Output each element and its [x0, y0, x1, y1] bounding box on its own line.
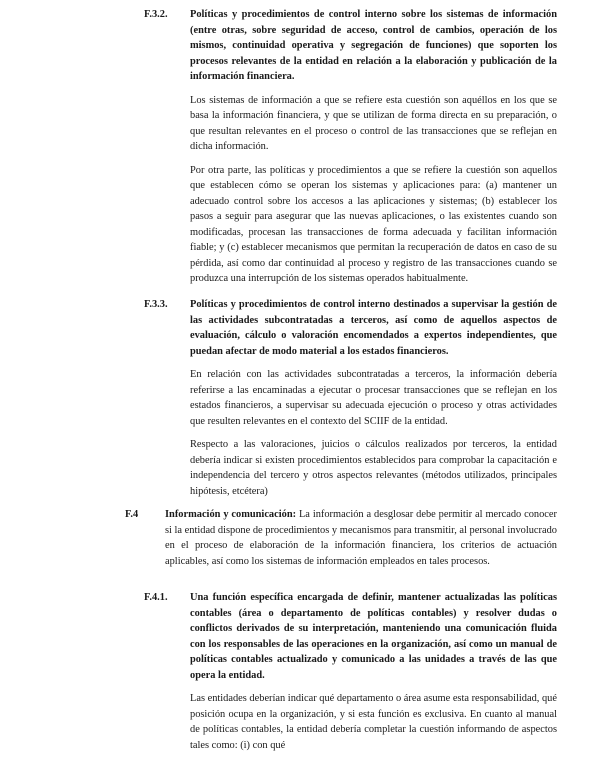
paragraph: Las entidades deberían indicar qué departamento o área asume esta responsabilidad, qué posición ocupa en la organización, y si esta función es exclusiva. En cuanto al manual de políticas contables, la entidad debería completar la cuestión informando de aspectos tales como: (i) con qué: [190, 693, 557, 751]
section-number: F.4.1.: [144, 592, 168, 603]
paragraph: Respecto a las valoraciones, juicios o cálculos realizados por terceros, la entidad debería indicar si existen procedimientos establecidos para comprobar la capacitación e independencia del tercero y otros aspectos relevantes (métodos utilizados, principales hipótesis, etcétera): [190, 439, 557, 497]
section-number: F.3.3.: [144, 299, 168, 310]
section-heading: Una función específica encargada de definir, mantener actualizadas las políticas contables (área o departamento de políticas contables) y resolver dudas o conflictos derivados de su interpretación, manteniendo una comunicación fluida con los responsables de las operaciones en la organización, así como un manual de políticas contables actualizado y comunicado a las unidades a través de las que opera la entidad.: [190, 592, 557, 681]
section-f4: [165, 507, 557, 569]
paragraph: Por otra parte, las políticas y procedimientos a que se refiere la cuestión son aquellos que establecen cómo se operan los sistemas y aplicaciones para: (a) mantener un adecuado control sobre los accesos a las aplicaciones y sistemas; (b) establecer los pasos a seguir para asegurar que las nuevas aplicaciones, o las existentes cuando son modificadas, procesan las transacciones de forma adecuada y facilitan información fiable; y (c) establecer mecanismos que permitan la recuperación de datos en caso de su pérdida, así como dar continuidad al proceso y registro de las transacciones cuando se produzca una interrupción de los sistemas operados habitualmente.: [190, 164, 557, 284]
section-f41: [190, 590, 557, 753]
paragraph: En relación con las actividades subcontratadas a terceros, la información debería referirse a las encaminadas a ejecutar o procesar transacciones que se reflejan en los estados financieros, a supervisar su adecuada ejecución o proceso y otras actividades que resulten relevantes en el contexto del SCIIF de la entidad.: [190, 369, 557, 427]
section-f4-paragraph: [165, 507, 557, 569]
section-title: Información y comunicación:: [165, 509, 297, 520]
section-number: F.4: [125, 509, 139, 520]
section-heading: Políticas y procedimientos de control interno destinados a supervisar la gestión de las actividades subcontratadas a terceros, así como de aquellos aspectos de evaluación, cálculo o valoración encomendados a expertos independientes, que puedan afectar de modo material a los estados financieros.: [190, 299, 557, 357]
section-text: La información a desglosar debe permitir al mercado conocer si la entidad dispone de procedimientos y mecanismos para transmitir, al personal involucrado en el proceso de elaboración de la información financiera, los criterios de actuación aplicables, así como los sistemas de información empleados en tales procesos.: [165, 509, 557, 567]
paragraph: Los sistemas de información a que se refiere esta cuestión son aquéllos en los que se basa la información financiera, y que se utilizan de forma directa en su preparación, o que resultan relevantes en el proceso o control de las transacciones que se reflejan en dicha información.: [190, 94, 557, 152]
section-f33: [190, 297, 557, 499]
section-heading: Políticas y procedimientos de control interno sobre los sistemas de información (entre otras, sobre seguridad de acceso, control de cambios, operación de los mismos, continuidad operativa y segregación de funciones) que soporten los procesos relevantes de la entidad en relación a la elaboración y publicación de la información financiera.: [190, 9, 557, 82]
section-number: F.3.2.: [144, 9, 168, 20]
section-f32: [190, 7, 557, 287]
